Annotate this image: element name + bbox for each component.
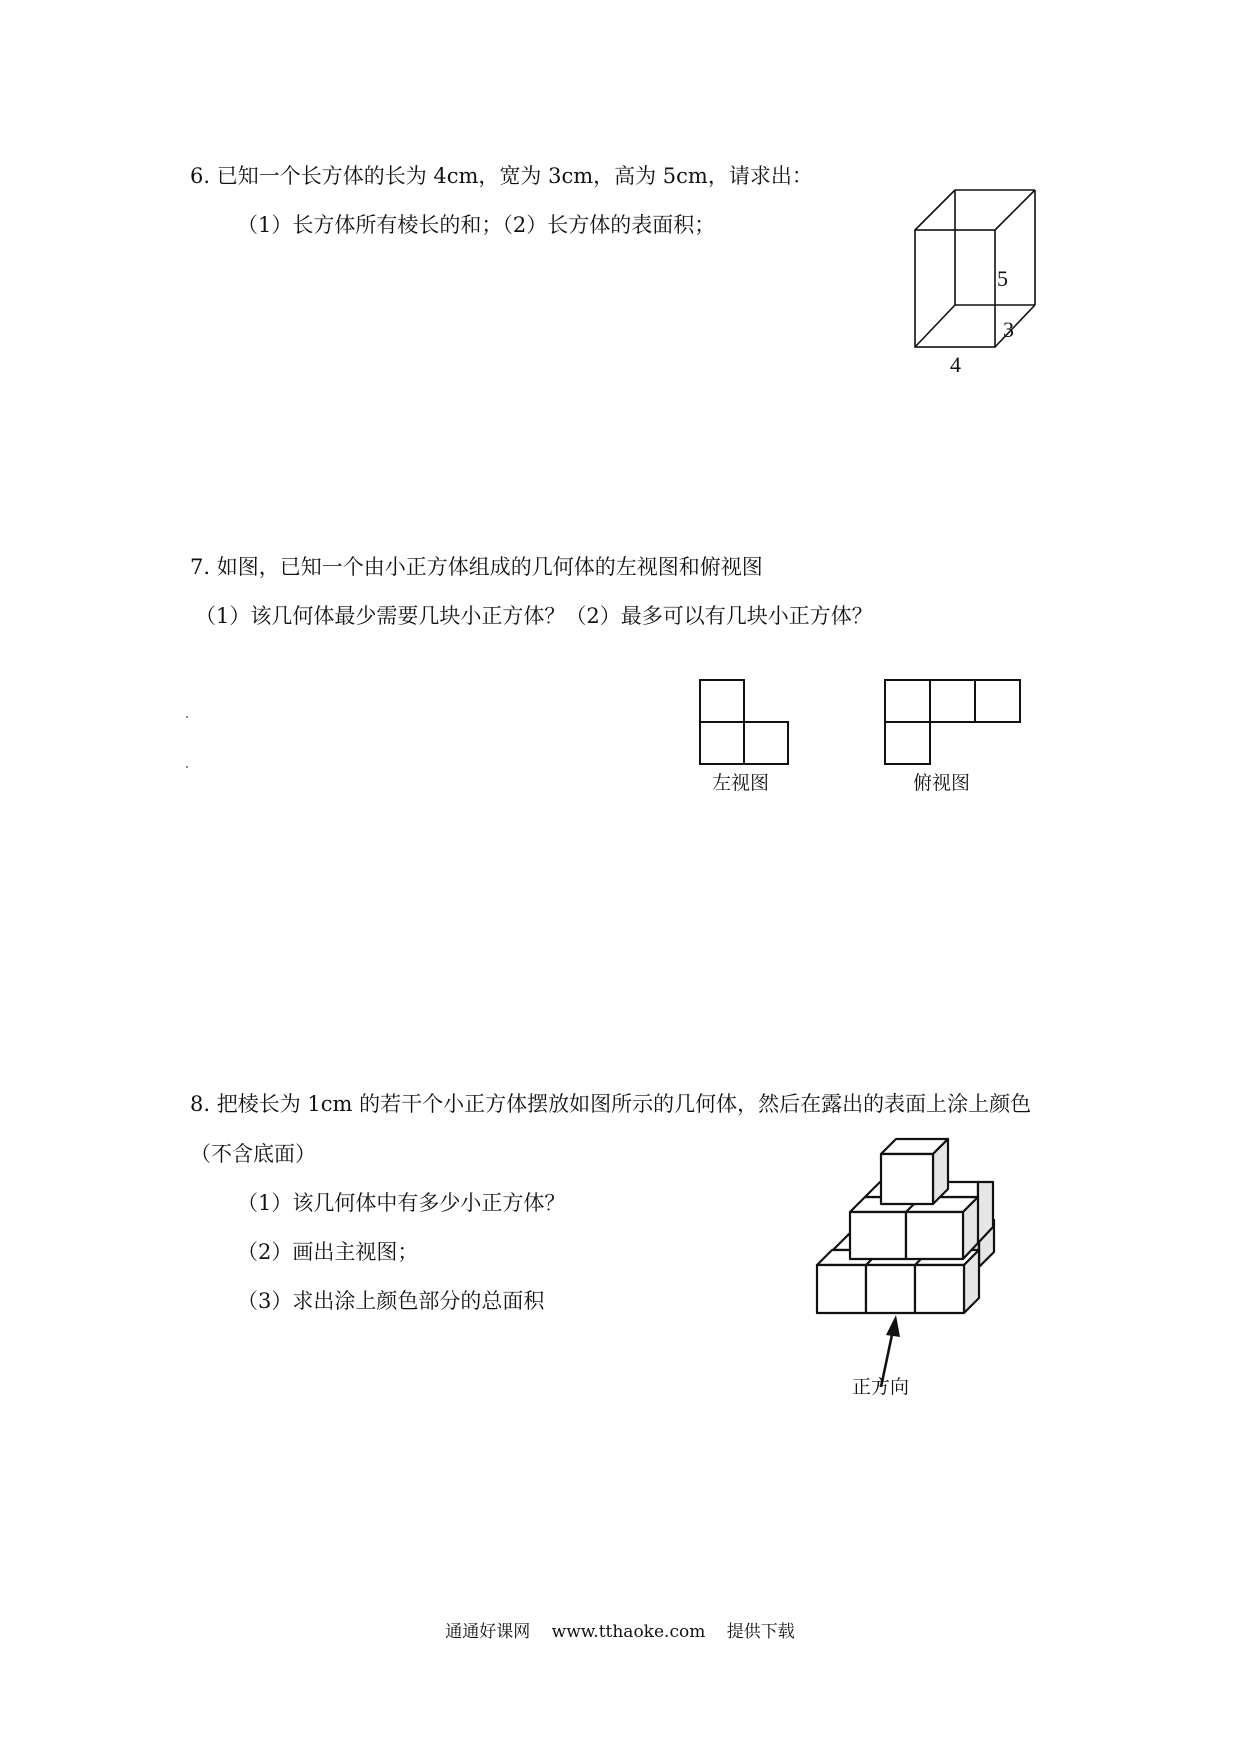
stray-mark [186,766,188,768]
top-view-cell [885,722,930,764]
q8-item-2: （2）画出主视图； [237,1240,419,1264]
q8-item-3: （3）求出涂上颜色部分的总面积 [237,1289,545,1313]
q6-title: 6. 已知一个长方体的长为 4cm，宽为 3cm，高为 5cm，请求出： [190,164,813,188]
top-view-cell [975,680,1020,722]
bottom-cube [915,1265,964,1313]
q7-subquestions: （1）该几何体最少需要几块小正方体？（2）最多可以有几块小正方体？ [195,604,873,628]
q6-subquestions: （1）长方体所有棱长的和；（2）长方体的表面积； [237,213,716,237]
left-view-cell [744,722,788,764]
middle-cube [906,1212,963,1259]
stacked-cubes-figure [815,1125,1025,1405]
top-cube [881,1139,948,1204]
front-direction-label: 正方向 [852,1376,910,1398]
footer-suffix: 提供下载 [726,1622,795,1642]
footer-url[interactable]: www.tthaoke.com [551,1622,706,1642]
left-view-figure [690,670,830,800]
top-view-cell [930,680,975,722]
left-view-cell [700,680,744,722]
footer-site-name: 通通好课网 [445,1622,531,1642]
top-view-cell [885,680,930,722]
left-view-label: 左视图 [712,772,770,794]
q8-title: 8. 把棱长为 1cm 的若干个小正方体摆放如图所示的几何体，然后在露出的表面上涂上颜色 [190,1092,1032,1116]
top-view-label: 俯视图 [913,772,971,794]
box-length-label: 4 [950,352,961,377]
stray-mark [186,716,188,718]
box-width-label: 3 [1003,317,1014,342]
bottom-cube [817,1265,866,1313]
top-view-figure [875,670,1045,800]
left-view-cell [700,722,744,764]
page-footer [0,1621,1240,1643]
middle-cube [850,1212,906,1259]
box-height-label: 5 [997,266,1008,291]
bottom-cube [866,1265,915,1313]
q7-title: 7. 如图，已知一个由小正方体组成的几何体的左视图和俯视图 [190,555,763,579]
rectangular-box-figure [900,180,1060,380]
q8-title-continued: （不含底面） [190,1142,316,1166]
q8-item-1: （1）该几何体中有多少小正方体？ [237,1191,566,1215]
